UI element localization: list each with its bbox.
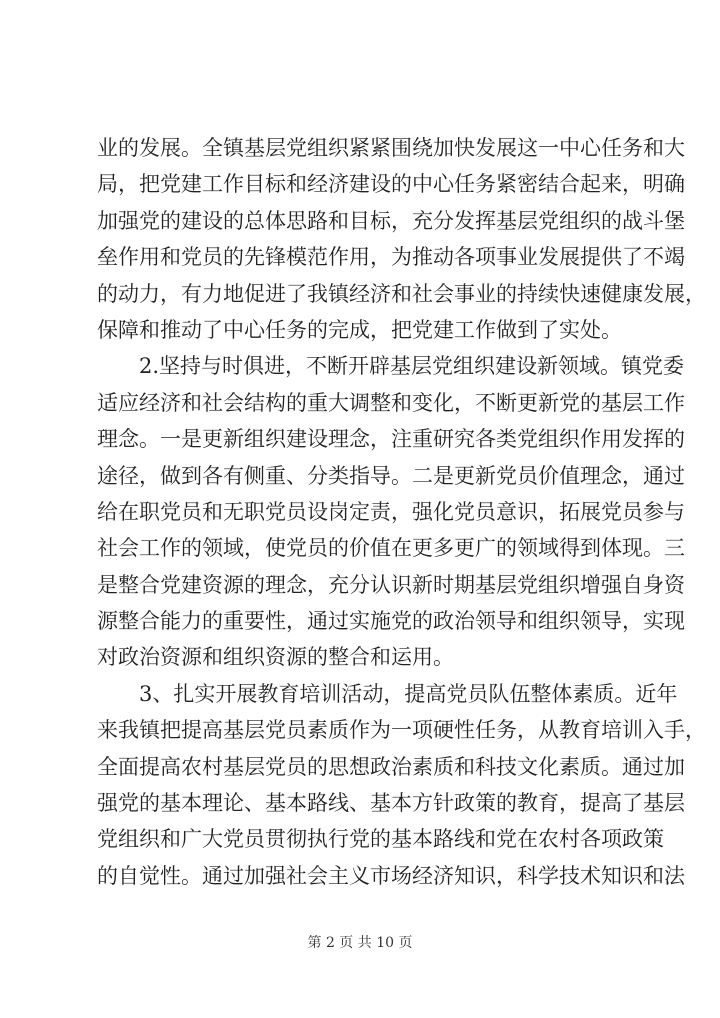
paragraph-first-line: 3、扎实开展教育培训活动，提高党员队伍整体素质。近年 [139, 681, 678, 706]
text-line: 的自觉性。通过加强社会主义市场经济知识，科学技术知识和法 [97, 863, 685, 888]
text-line: 适应经济和社会结构的重大调整和变化，不断更新党的基层工作 [97, 390, 685, 415]
text-line: 局，把党建工作目标和经济建设的中心任务紧密结合起来，明确 [97, 172, 685, 197]
body-text [97, 130, 706, 894]
text-line: 源整合能力的重要性，通过实施党的政治领导和组织领导，实现 [97, 609, 685, 634]
page-footer: 第 2 页 共 10 页 [307, 935, 413, 951]
text-line: 加强党的建设的总体思路和目标，充分发挥基层党组织的战斗堡 [97, 208, 685, 233]
text-line: 理念。一是更新组织建设理念，注重研究各类党组织作用发挥的 [97, 427, 685, 452]
text-line: 给在职党员和无职党员设岗定责，强化党员意识，拓展党员参与 [97, 499, 685, 524]
text-line: 的动力，有力地促进了我镇经济和社会事业的持续快速健康发展， [97, 281, 706, 306]
text-line: 对政治资源和组织资源的整合和运用。 [97, 645, 454, 670]
text-line: 是整合党建资源的理念，充分认识新时期基层党组织增强自身资 [97, 572, 685, 597]
text-line: 全面提高农村基层党员的思想政治素质和科技文化素质。通过加 [97, 754, 685, 779]
text-line: 强党的基本理论、基本路线、基本方针政策的教育，提高了基层 [97, 791, 685, 816]
text-line: 垒作用和党员的先锋模范作用，为推动各项事业发展提供了不竭 [97, 245, 685, 270]
paragraph-first-line: 2.坚持与时俱进，不断开辟基层党组织建设新领域。镇党委 [139, 354, 685, 379]
text-line: 保障和推动了中心任务的完成，把党建工作做到了实处。 [97, 317, 622, 342]
text-line: 党组织和广大党员贯彻执行党的基本路线和党在农村各项政策 [97, 827, 664, 852]
text-line: 社会工作的领域，使党员的价值在更多更广的领域得到体现。三 [97, 536, 685, 561]
text-line: 业的发展。全镇基层党组织紧紧围绕加快发展这一中心任务和大 [97, 136, 685, 160]
text-line: 来我镇把提高基层党员素质作为一项硬性任务，从教育培训入手， [97, 718, 706, 743]
text-line: 途径，做到各有侧重、分类指导。二是更新党员价值理念，通过 [97, 463, 685, 488]
